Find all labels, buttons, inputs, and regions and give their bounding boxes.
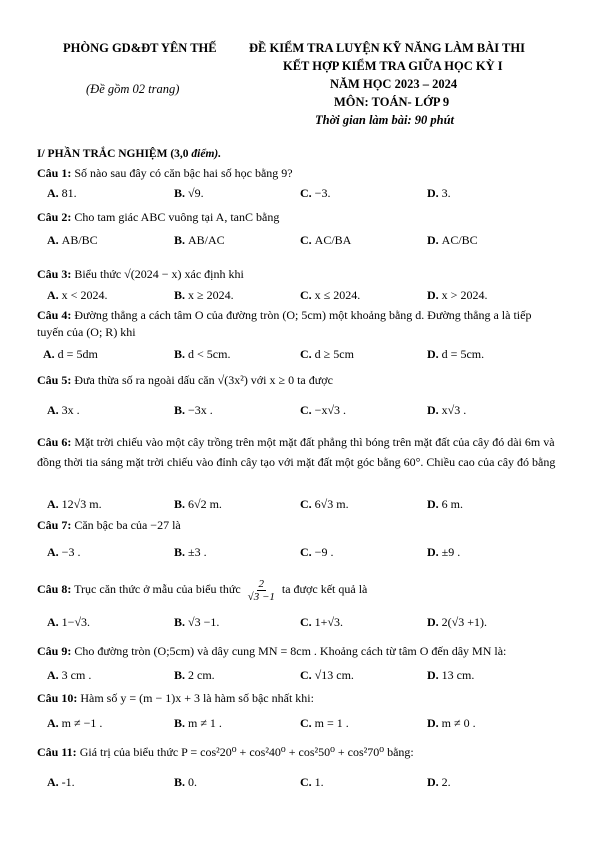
question-5-options — [37, 403, 557, 421]
option-d[interactable] — [427, 615, 487, 630]
option-text: AB/BC — [61, 233, 98, 247]
question-11-options — [37, 775, 557, 793]
option-a[interactable] — [47, 497, 102, 512]
question-3: Câu 3: Biểu thức √(2024 − x) xác định khi — [37, 267, 244, 281]
option-letter: C. — [300, 775, 312, 789]
option-text: −3x . — [188, 403, 213, 417]
option-letter: D. — [427, 615, 439, 629]
question-4-options — [37, 347, 557, 365]
option-d[interactable] — [427, 233, 478, 248]
option-b[interactable] — [174, 775, 197, 790]
option-text: x < 2024. — [61, 288, 108, 302]
option-letter: C. — [300, 497, 312, 511]
option-letter: C. — [300, 716, 312, 730]
option-b[interactable] — [174, 668, 215, 683]
option-b[interactable] — [174, 347, 230, 362]
option-text: 6 m. — [441, 497, 464, 511]
option-text: x ≥ 2024. — [188, 288, 234, 302]
option-a[interactable] — [47, 288, 107, 303]
option-text: 12√3 m. — [61, 497, 102, 511]
option-letter: D. — [427, 668, 439, 682]
option-text: d ≥ 5cm — [314, 347, 354, 361]
option-letter: D. — [427, 775, 439, 789]
option-text: √13 cm. — [314, 668, 354, 682]
option-c[interactable] — [300, 233, 351, 248]
option-letter: B. — [174, 545, 186, 559]
option-text: 2. — [441, 775, 451, 789]
option-d[interactable] — [427, 347, 484, 362]
option-b[interactable] — [174, 615, 219, 630]
option-text: m ≠ −1 . — [61, 716, 103, 730]
option-letter: C. — [300, 615, 312, 629]
option-text: x ≤ 2024. — [314, 288, 361, 302]
option-c[interactable] — [300, 186, 330, 201]
option-text: x > 2024. — [441, 288, 488, 302]
option-c[interactable] — [300, 668, 354, 683]
option-text: d < 5cm. — [188, 347, 231, 361]
option-d[interactable] — [427, 288, 487, 303]
option-letter: D. — [427, 545, 439, 559]
option-text: d = 5cm. — [441, 347, 485, 361]
option-letter: A. — [43, 347, 55, 361]
option-letter: B. — [174, 288, 186, 302]
option-c[interactable] — [300, 615, 343, 630]
option-d[interactable] — [427, 668, 474, 683]
option-text: 2 cm. — [188, 668, 215, 682]
question-7: Câu 7: Căn bậc ba của −27 là — [37, 518, 181, 532]
exam-title-line1: ĐỀ KIỂM TRA LUYỆN KỸ NĂNG LÀM BÀI THI — [249, 41, 525, 55]
option-letter: B. — [174, 497, 186, 511]
page-count-note: (Đề gồm 02 trang) — [86, 82, 180, 96]
option-letter: A. — [47, 775, 59, 789]
question-6-options — [37, 497, 557, 515]
option-letter: A. — [47, 233, 59, 247]
option-letter: C. — [300, 545, 312, 559]
option-text: -1. — [61, 775, 75, 789]
option-b[interactable] — [174, 288, 234, 303]
option-letter: D. — [427, 716, 439, 730]
question-1: Câu 1: Số nào sau đây có căn bậc hai số học bằng 9? — [37, 166, 293, 180]
question-10: Câu 10: Hàm số y = (m − 1)x + 3 là hàm số bậc nhất khi: — [37, 691, 314, 705]
option-c[interactable] — [300, 347, 354, 362]
option-letter: C. — [300, 347, 312, 361]
option-text: 3. — [441, 186, 451, 200]
subject-grade: MÔN: TOÁN- LỚP 9 — [334, 95, 450, 109]
option-c[interactable] — [300, 716, 349, 731]
option-text: ±3 . — [188, 545, 207, 559]
option-b[interactable] — [174, 716, 222, 731]
option-letter: A. — [47, 497, 59, 511]
section-title: I/ PHẦN TRẮC NGHIỆM (3,0 điểm). — [37, 148, 222, 160]
option-text: AB/AC — [188, 233, 225, 247]
option-letter: C. — [300, 288, 312, 302]
option-text: −3. — [314, 186, 331, 200]
question-2: Câu 2: Cho tam giác ABC vuông tại A, tanC bằng — [37, 210, 280, 224]
expression-fraction: $\frac{2}{√3 -1}$ — [247, 577, 275, 603]
option-a[interactable] — [47, 403, 80, 418]
option-d[interactable] — [427, 403, 466, 418]
option-letter: A. — [47, 716, 59, 730]
question-9: Câu 9: Cho đường tròn (O;5cm) và dây cung MN = 8cm . Khoảng cách từ tâm O đến dây MN là: — [37, 644, 507, 658]
question-8-options — [37, 615, 557, 633]
option-text: 1−√3. — [61, 615, 91, 629]
option-c[interactable] — [300, 775, 324, 790]
question-8: Câu 8: Trục căn thức ở mẫu của biểu thức $\frac{2}{√3 -1}$ ta được kết quả là — [37, 577, 368, 603]
option-a[interactable] — [47, 775, 75, 790]
option-text: m = 1 . — [314, 716, 349, 730]
option-d[interactable] — [427, 497, 463, 512]
option-c[interactable] — [300, 288, 360, 303]
option-letter: A. — [47, 403, 59, 417]
option-b[interactable] — [174, 403, 213, 418]
option-text: m ≠ 0 . — [441, 716, 476, 730]
option-letter: C. — [300, 233, 312, 247]
exam-title-line2: KẾT HỢP KIỂM TRA GIỮA HỌC KỲ I — [283, 59, 503, 73]
option-a[interactable] — [47, 615, 90, 630]
option-text: 0. — [188, 775, 198, 789]
school-year: NĂM HỌC 2023 – 2024 — [330, 77, 458, 91]
option-letter: B. — [174, 233, 186, 247]
option-text: AC/BC — [441, 233, 478, 247]
option-letter: A. — [47, 186, 59, 200]
option-text: 6√2 m. — [188, 497, 222, 511]
option-letter: C. — [300, 186, 312, 200]
option-text: √9. — [188, 186, 204, 200]
option-letter: A. — [47, 615, 59, 629]
option-text: −x√3 . — [314, 403, 347, 417]
option-text: 81. — [61, 186, 77, 200]
option-b[interactable] — [174, 186, 204, 201]
option-text: 2(√3 +1). — [441, 615, 488, 629]
option-text: √3 −1. — [188, 615, 220, 629]
question-2-options — [37, 233, 557, 259]
option-a[interactable] — [47, 545, 80, 560]
option-b[interactable] — [174, 545, 207, 560]
option-letter: C. — [300, 668, 312, 682]
option-d[interactable] — [427, 545, 460, 560]
option-text: m ≠ 1 . — [188, 716, 222, 730]
option-letter: D. — [427, 403, 439, 417]
option-text: 6√3 m. — [314, 497, 349, 511]
option-letter: B. — [174, 716, 186, 730]
option-c[interactable] — [300, 403, 346, 418]
option-c[interactable] — [300, 545, 333, 560]
option-letter: C. — [300, 403, 312, 417]
option-letter: D. — [427, 186, 439, 200]
option-a[interactable] — [47, 186, 77, 201]
question-9-options — [37, 668, 557, 686]
option-text: d = 5dm — [57, 347, 98, 361]
option-letter: D. — [427, 497, 439, 511]
option-text: −9 . — [314, 545, 334, 559]
option-text: 3x . — [61, 403, 80, 417]
option-letter: B. — [174, 347, 186, 361]
option-a[interactable] — [47, 233, 98, 248]
question-3-options — [37, 288, 557, 306]
exam-duration: Thời gian làm bài: 90 phút — [315, 113, 455, 127]
question-1-options — [37, 186, 557, 204]
option-text: AC/BA — [314, 233, 352, 247]
question-11: Câu 11: Giá trị của biểu thức P = cos²20⁰ + cos²40⁰ + cos²50⁰ + cos²70⁰ bằng: — [37, 745, 414, 759]
question-4: Câu 4: Đường thẳng a cách tâm O của đường tròn (O; 5cm) một khoảng bằng d. Đường thẳng a là tiếp tuyến của (O; R) khi — [37, 308, 532, 339]
option-d[interactable] — [427, 775, 451, 790]
option-letter: B. — [174, 668, 186, 682]
department-name: PHÒNG GD&ĐT YÊN THẾ — [63, 41, 217, 55]
option-a[interactable] — [43, 347, 98, 362]
option-text: ±9 . — [441, 545, 461, 559]
option-a[interactable] — [47, 716, 102, 731]
option-letter: B. — [174, 403, 186, 417]
question-6: Câu 6: Mặt trời chiếu vào một cây trồng trên một mặt đất phẳng thì bóng trên mặt đất của cây đó dài 6m và đồng thời tia sáng mặt trời chiếu vào đỉnh cây tạo với mặt đất một góc bằng 60°. Chiều cao của cây đó bằng — [37, 435, 556, 469]
question-5: Câu 5: Đưa thừa số ra ngoài dấu căn √(3x²) với x ≥ 0 ta được — [37, 373, 333, 387]
option-text: x√3 . — [441, 403, 467, 417]
option-letter: D. — [427, 288, 439, 302]
option-b[interactable] — [174, 497, 222, 512]
option-letter: D. — [427, 233, 439, 247]
option-text: 1+√3. — [314, 615, 344, 629]
option-b[interactable] — [174, 233, 225, 248]
option-d[interactable] — [427, 186, 451, 201]
question-7-options — [37, 545, 557, 563]
option-text: 3 cm . — [61, 668, 92, 682]
option-a[interactable] — [47, 668, 91, 683]
option-letter: D. — [427, 347, 439, 361]
option-text: −3 . — [61, 545, 81, 559]
question-10-options — [37, 716, 557, 734]
option-c[interactable] — [300, 497, 349, 512]
option-letter: A. — [47, 545, 59, 559]
option-letter: B. — [174, 186, 186, 200]
option-text: 13 cm. — [441, 668, 475, 682]
option-letter: A. — [47, 668, 59, 682]
option-letter: B. — [174, 615, 186, 629]
option-letter: A. — [47, 288, 59, 302]
option-letter: B. — [174, 775, 186, 789]
option-d[interactable] — [427, 716, 476, 731]
option-text: 1. — [314, 775, 324, 789]
